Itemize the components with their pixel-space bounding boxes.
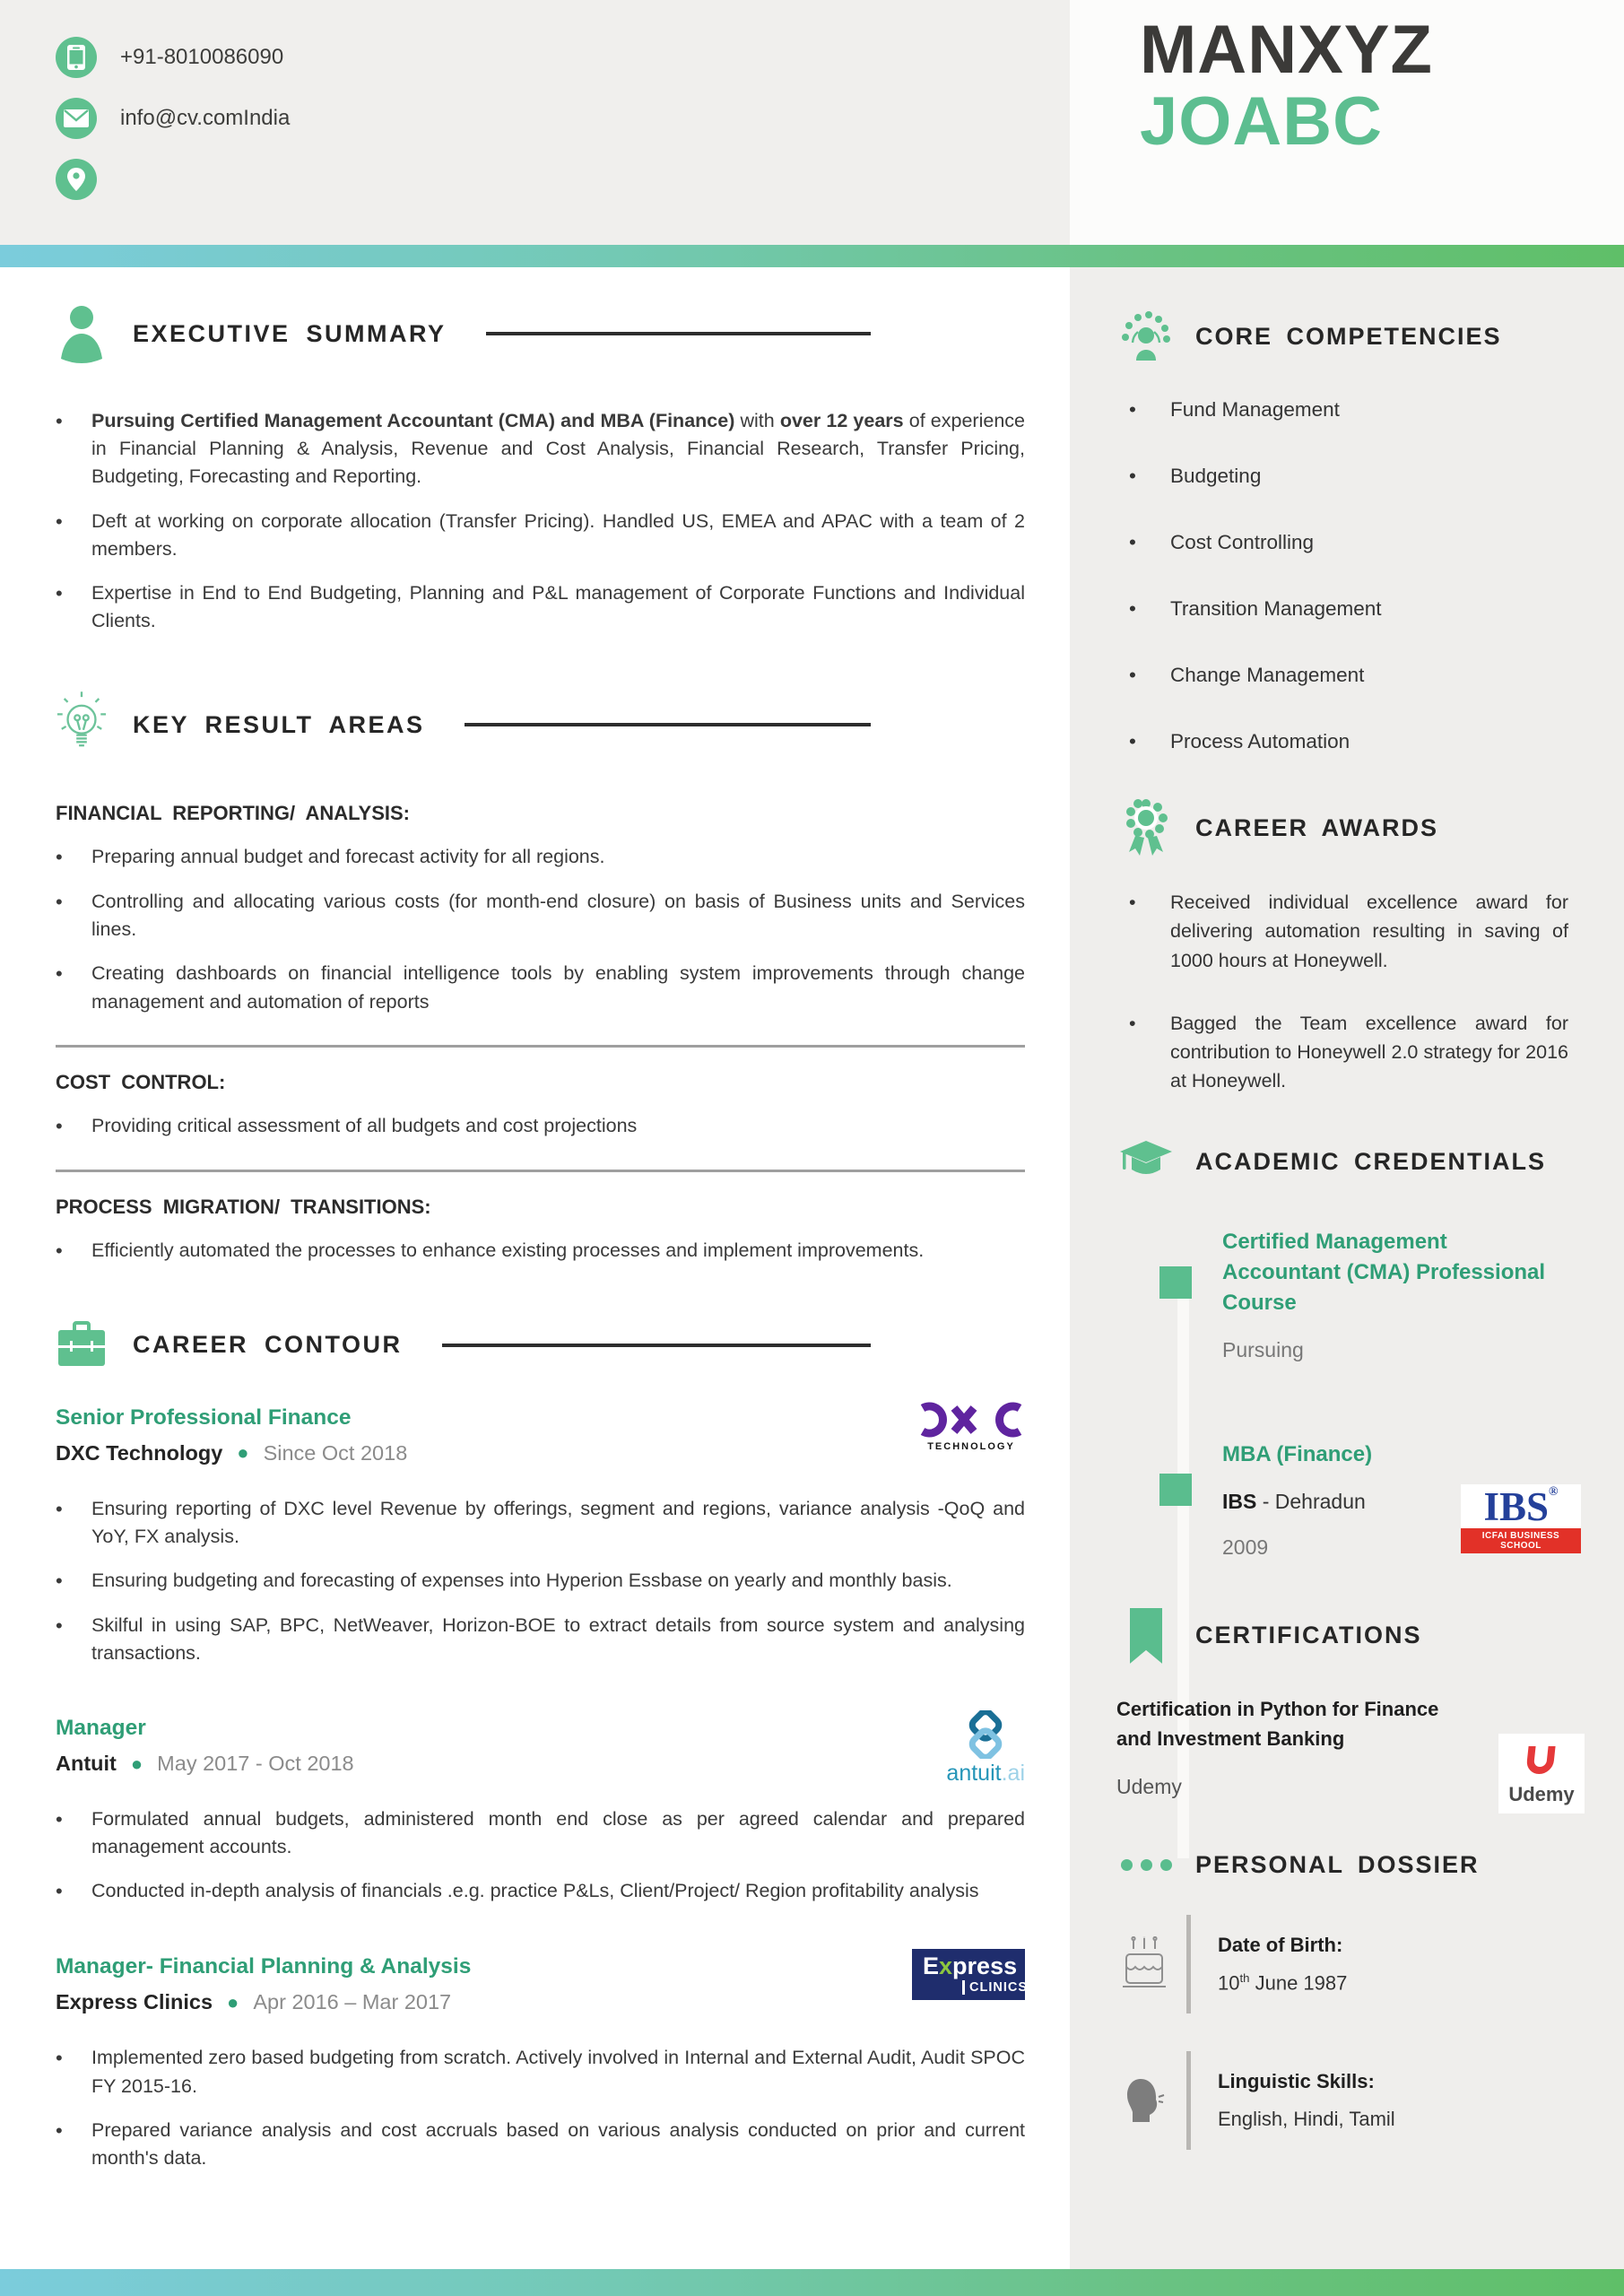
vertical-divider bbox=[1186, 1915, 1191, 2013]
section-personal-dossier bbox=[1116, 1851, 1568, 2150]
divider bbox=[56, 1170, 1025, 1172]
award-item: • Received individual excellence award for delivering automation resulting in saving of 1000 hours at Honeywell. bbox=[1116, 888, 1568, 975]
phone-number: +91-8010086090 bbox=[120, 45, 284, 69]
competency-item: • Transition Management bbox=[1116, 597, 1568, 621]
job-header bbox=[56, 1405, 1025, 1495]
section-underline bbox=[442, 1344, 871, 1347]
first-name: MANXYZ bbox=[1140, 12, 1433, 88]
job-company: Antuit bbox=[56, 1752, 117, 1776]
dot-separator: ● bbox=[227, 1990, 239, 2013]
contact-row-phone bbox=[56, 36, 1070, 79]
competency-item: • Fund Management bbox=[1116, 398, 1568, 422]
section-title: CAREER CONTOUR bbox=[133, 1331, 403, 1359]
personal-dossier-rows bbox=[1116, 1915, 1568, 2150]
section-key-result-areas-header bbox=[56, 687, 1025, 762]
kra-group-process-migration bbox=[56, 1196, 1025, 1265]
job-role: Senior Professional Finance bbox=[56, 1405, 352, 1430]
job-company-row bbox=[56, 1441, 864, 1465]
lightbulb-icon bbox=[56, 687, 108, 762]
section-career-awards bbox=[1116, 796, 1568, 1096]
ibs-logo-text: IBS® bbox=[1483, 1483, 1559, 1529]
express-logo-line2: CLINICS bbox=[962, 1980, 1016, 1995]
job-company: DXC Technology bbox=[56, 1440, 223, 1465]
dossier-text bbox=[1218, 1934, 1347, 1995]
bullet-item: • Creating dashboards on financial intelligence tools by enabling system improvements through change management and automation of reports bbox=[56, 960, 1025, 1015]
udemy-logo bbox=[1498, 1734, 1585, 1813]
section-title: KEY RESULT AREAS bbox=[133, 710, 425, 738]
award-item: • Bagged the Team excellence award for contribution to Honeywell 2.0 strategy for 2016 at Honeywell. bbox=[1116, 1009, 1568, 1096]
job-company-row bbox=[56, 1990, 864, 2014]
bookmark-icon bbox=[1116, 1608, 1176, 1664]
dossier-label: Linguistic Skills: bbox=[1218, 2069, 1375, 2092]
section-core-competencies-header bbox=[1116, 309, 1568, 364]
phone-icon bbox=[56, 37, 97, 78]
job-company: Express Clinics bbox=[56, 1990, 213, 2014]
footer-bar bbox=[0, 2269, 1624, 2296]
bullet-item: • Controlling and allocating various costs (for month-end closure) on basis of Business units and Services lines. bbox=[56, 888, 1025, 944]
last-name: JOABC bbox=[1140, 83, 1384, 160]
timeline-gap bbox=[1222, 1362, 1568, 1439]
bullet-item: • Formulated annual budgets, administered month end close as per agreed calendar and prepared management accounts. bbox=[56, 1805, 1025, 1861]
dot-separator: ● bbox=[130, 1752, 143, 1775]
bullet-item: • Ensuring reporting of DXC level Revenue by offerings, segment and regions, variance analysis -QoQ and YoY, FX analysis. bbox=[56, 1495, 1025, 1551]
bullet-item: • Conducted in-depth analysis of financials .e.g. practice P&Ls, Client/Project/ Region profitability analysis bbox=[56, 1877, 1025, 1906]
antuit-ai-logo bbox=[946, 1710, 1025, 1787]
executive-summary-list bbox=[56, 407, 1025, 635]
competency-item: • Process Automation bbox=[1116, 730, 1568, 753]
bullet-item: • Pursuing Certified Management Accountant (CMA) and MBA (Finance) with over 12 years of experience in Financial Planning & Analysis, Revenue and Cost Analysis, Financial Research, Transfer Pricing, Budgeting, Forecasting and Reporting. bbox=[56, 407, 1025, 491]
contact-row-email bbox=[56, 97, 1070, 140]
section-title: EXECUTIVE SUMMARY bbox=[133, 319, 447, 347]
competency-item: • Budgeting bbox=[1116, 465, 1568, 488]
bullet-item: • Skilful in using SAP, BPC, NetWeaver, Horizon-BOE to extract details from source system and analysing transactions. bbox=[56, 1612, 1025, 1667]
job-role: Manager bbox=[56, 1716, 146, 1741]
bullet-item: • Deft at working on corporate allocation (Transfer Pricing). Handled US, EMEA and APAC with a team of 2 members. bbox=[56, 508, 1025, 563]
academic-entry-mba bbox=[1222, 1439, 1568, 1560]
vertical-divider bbox=[1186, 2051, 1191, 2150]
kra-subheading: COST CONTROL: bbox=[56, 1070, 226, 1093]
section-underline bbox=[465, 723, 871, 726]
job-dates: May 2017 - Oct 2018 bbox=[157, 1752, 354, 1776]
academic-timeline bbox=[1116, 1227, 1568, 1560]
email-icon bbox=[56, 98, 97, 139]
bullet-item: • Efficiently automated the processes to enhance existing processes and implement improvements. bbox=[56, 1237, 1025, 1265]
contact-block bbox=[0, 0, 1070, 245]
dxc-technology-logo bbox=[917, 1400, 1025, 1452]
antuit-logo-text: antuit.ai bbox=[946, 1761, 1025, 1787]
bullet-item: • Implemented zero based budgeting from scratch. Actively involved in Internal and External Audit, Audit SPOC FY 2015-16. bbox=[56, 2044, 1025, 2100]
dossier-label: Date of Birth: bbox=[1218, 1933, 1343, 1956]
dossier-value: English, Hindi, Tamil bbox=[1218, 2107, 1395, 2130]
certification-issuer: Udemy bbox=[1116, 1774, 1182, 1798]
birthday-cake-icon bbox=[1116, 1936, 1172, 1992]
header-separator-bar bbox=[0, 245, 1624, 267]
section-title: CAREER AWARDS bbox=[1195, 813, 1439, 841]
main-column bbox=[0, 267, 1070, 2269]
kra-subheading: PROCESS MIGRATION/ TRANSITIONS: bbox=[56, 1195, 431, 1218]
kra-group-financial bbox=[56, 802, 1025, 1016]
section-executive-summary-header bbox=[56, 300, 1025, 368]
location-icon bbox=[56, 159, 97, 200]
bullet-item: • Providing critical assessment of all budgets and cost projections bbox=[56, 1112, 1025, 1141]
graduation-cap-icon bbox=[1116, 1139, 1176, 1186]
section-title: CERTIFICATIONS bbox=[1195, 1622, 1422, 1649]
people-network-icon bbox=[1116, 309, 1176, 364]
career-awards-list bbox=[1116, 888, 1568, 1096]
bullet-item: • Preparing annual budget and forecast activity for all regions. bbox=[56, 843, 1025, 872]
contact-row-location bbox=[56, 158, 1070, 201]
section-career-awards-header bbox=[1116, 796, 1568, 859]
name-block bbox=[1070, 0, 1624, 245]
ibs-logo-caption: ICFAI BUSINESS SCHOOL bbox=[1461, 1528, 1581, 1553]
degree-year: 2009 bbox=[1222, 1535, 1269, 1559]
section-title: ACADEMIC CREDENTIALS bbox=[1195, 1148, 1547, 1175]
dossier-text bbox=[1218, 2070, 1395, 2131]
sidebar bbox=[1070, 267, 1624, 2269]
bullet-item: • Ensuring budgeting and forecasting of expenses into Hyperion Essbase on yearly and monthly basis. bbox=[56, 1567, 1025, 1596]
email-address: info@cv.comIndia bbox=[120, 106, 291, 130]
person-icon bbox=[56, 300, 108, 368]
briefcase-icon bbox=[56, 1321, 108, 1370]
body bbox=[0, 267, 1624, 2269]
timeline-marker bbox=[1159, 1474, 1192, 1506]
award-medal-icon bbox=[1116, 796, 1176, 859]
express-logo-line1: Express bbox=[923, 1952, 1018, 1980]
divider bbox=[56, 1045, 1025, 1048]
section-title: PERSONAL DOSSIER bbox=[1195, 1850, 1480, 1878]
section-title: CORE COMPETENCIES bbox=[1195, 322, 1502, 350]
section-academic-credentials-header bbox=[1116, 1139, 1568, 1186]
bullet-item: • Prepared variance analysis and cost accruals based on various analysis conducted on prior and current month's data. bbox=[56, 2117, 1025, 2172]
job-company-row bbox=[56, 1752, 864, 1776]
degree-status: Pursuing bbox=[1222, 1337, 1304, 1361]
academic-entry-cma bbox=[1222, 1227, 1568, 1362]
ellipsis-icon bbox=[1116, 1859, 1176, 1871]
dxc-logo-caption: TECHNOLOGY bbox=[927, 1440, 1015, 1452]
dossier-value: 10th June 1987 bbox=[1218, 1970, 1348, 1994]
dossier-row-languages bbox=[1116, 2051, 1568, 2150]
header bbox=[0, 0, 1624, 245]
job-header bbox=[56, 1952, 1028, 2044]
job-entry-dxc bbox=[56, 1405, 1025, 1668]
job-entry-express-clinics bbox=[56, 1952, 1028, 2172]
timeline-marker bbox=[1159, 1266, 1192, 1299]
udemy-logo-text: Udemy bbox=[1508, 1782, 1575, 1805]
kra-subheading: FINANCIAL REPORTING/ ANALYSIS: bbox=[56, 802, 410, 825]
kra-group-cost-control bbox=[56, 1071, 1025, 1141]
dossier-row-dob bbox=[1116, 1915, 1568, 2013]
core-competencies-list bbox=[1116, 398, 1568, 753]
job-header bbox=[56, 1716, 1025, 1805]
degree-title: Certified Management Accountant (CMA) Professional Course bbox=[1222, 1229, 1546, 1315]
job-dates: Since Oct 2018 bbox=[263, 1440, 408, 1465]
degree-title: MBA (Finance) bbox=[1222, 1441, 1373, 1466]
dot-separator: ● bbox=[237, 1441, 249, 1465]
ibs-logo bbox=[1461, 1484, 1581, 1553]
competency-item: • Cost Controlling bbox=[1116, 531, 1568, 554]
job-role: Manager- Financial Planning & Analysis bbox=[56, 1954, 472, 1979]
certification-name: Certification in Python for Finance and Investment Banking bbox=[1116, 1697, 1439, 1750]
institute-name: IBS - Dehradun bbox=[1222, 1489, 1366, 1513]
section-career-contour-header bbox=[56, 1321, 1025, 1370]
express-clinics-logo bbox=[912, 1949, 1028, 2000]
section-academic-credentials bbox=[1116, 1139, 1568, 1560]
section-underline bbox=[486, 332, 871, 335]
certification-entry bbox=[1116, 1694, 1575, 1805]
speaking-head-icon bbox=[1116, 2075, 1172, 2126]
job-entry-antuit bbox=[56, 1716, 1025, 1906]
competency-item: • Change Management bbox=[1116, 664, 1568, 687]
job-dates: Apr 2016 – Mar 2017 bbox=[253, 1990, 452, 2014]
bullet-item: • Expertise in End to End Budgeting, Planning and P&L management of Corporate Functions and Individual Clients. bbox=[56, 579, 1025, 635]
